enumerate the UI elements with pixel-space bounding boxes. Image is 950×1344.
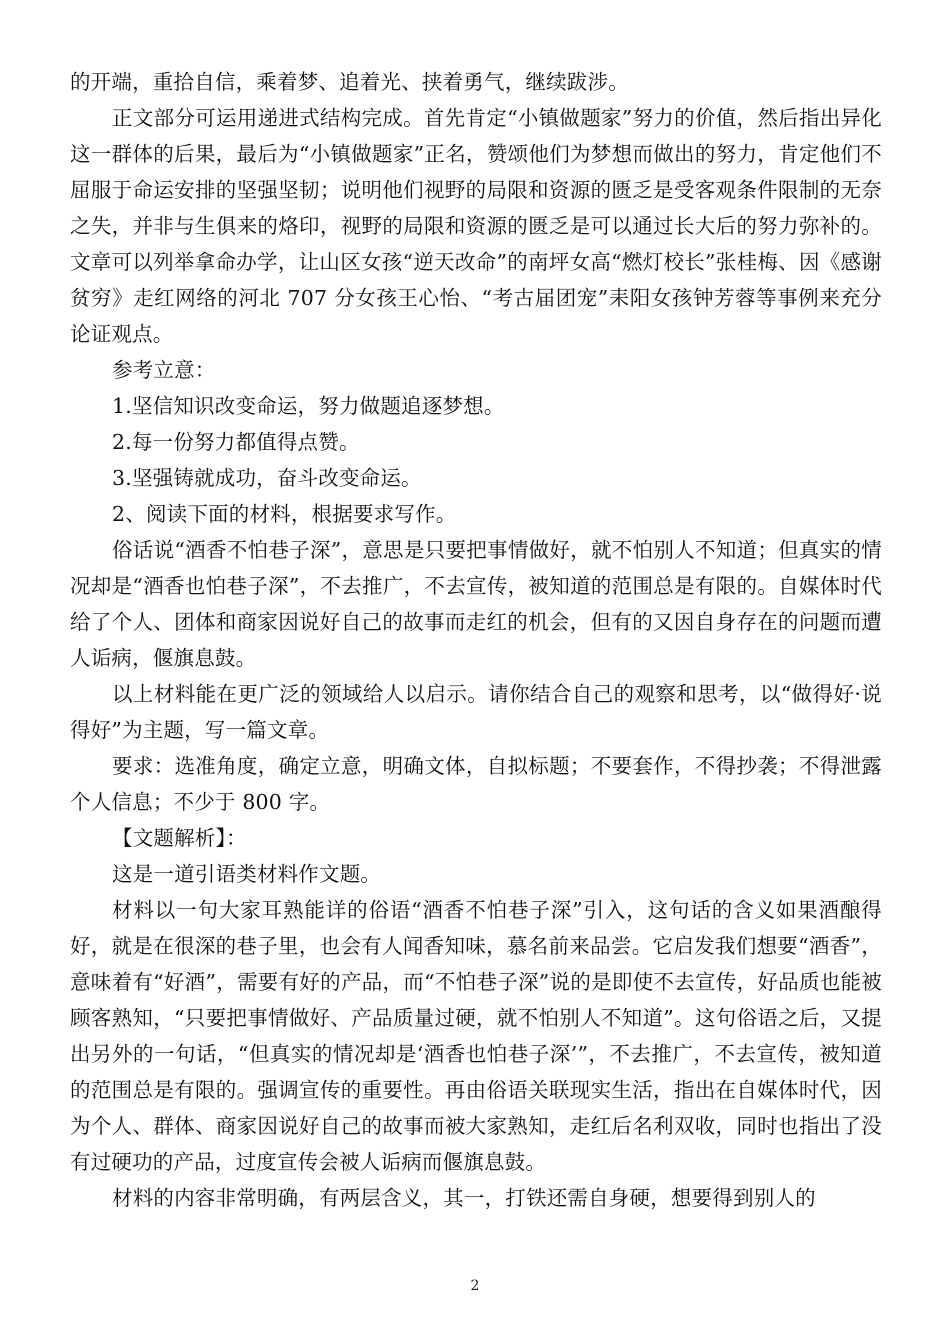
paragraph-reference-item-2: 2.每一份努力都值得点赞。 (112, 430, 360, 454)
paragraph-continuation: 的开端，重拾自信，乘着梦、追着光、挟着勇气，继续跋涉。 (70, 70, 629, 94)
paragraph-analysis-type: 这是一道引语类材料作文题。 (112, 862, 382, 886)
paragraph-analysis-continued: 材料的内容非常明确，有两层含义，其一，打铁还需自身硬，想要得到别人的 (112, 1186, 816, 1210)
paragraph-question-2-heading: 2、阅读下面的材料，根据要求写作。 (112, 502, 457, 526)
page-number: 2 (470, 1278, 480, 1294)
paragraph-analysis-body: 材料以一句大家耳熟能详的俗语“酒香不怕巷子深”引入，这句话的含义如果酒酿得好，就是在很深的巷子里，也会有人闻香知味，慕名前来品尝。它启发我们想要“酒香”，意味着有“好酒”，需要有好的产品，而“不怕巷子深”说的是即使不去宣传，好品质也能被顾客熟知，“只要把事情做好、产品质量过硬，就不怕别人不知道”。这句俗语之后，又提出另外的一句话，“但真实的情况却是‘酒香也怕巷子深’”，不去推广，不去宣传，被知道的范围总是有限的。强调宣传的重要性。再由俗语关联现实生活，指出在自媒体时代，因为个人、群体、商家因说好自己的故事而被大家熟知，走红后名利双收，同时也指出了没有过硬功的产品，过度宣传会被人诟病而偃旗息鼓。 (70, 898, 882, 1174)
paragraph-analysis-heading: 【文题解析】： (112, 826, 247, 850)
paragraph-reference-heading: 参考立意： (112, 358, 216, 382)
document-body (70, 64, 882, 1216)
paragraph-reference-item-3: 3.坚强铸就成功，奋斗改变命运。 (112, 466, 422, 490)
paragraph-prompt: 以上材料能在更广泛的领域给人以启示。请你结合自己的观察和思考，以“做得好·说得好”为主题，写一篇文章。 (70, 682, 882, 742)
paragraph-structure-advice: 正文部分可运用递进式结构完成。首先肯定“小镇做题家”努力的价值，然后指出异化这一群体的后果，最后为“小镇做题家”正名，赞颂他们为梦想而做出的努力，肯定他们不屈服于命运安排的坚强坚韧；说明他们视野的局限和资源的匮乏是受客观条件限制的无奈之失，并非与生俱来的烙印，视野的局限和资源的匮乏是可以通过长大后的努力弥补的。文章可以列举拿命办学，让山区女孩“逆天改命”的南坪女高“燃灯校长”张桂梅、因《感谢贫穷》走红网络的河北 707 分女孩王心怡、“考古届团宠”耒阳女孩钟芳蓉等事例来充分论证观点。 (70, 106, 882, 346)
paragraph-requirements: 要求：选准角度，确定立意，明确文体，自拟标题；不要套作，不得抄袭；不得泄露个人信息；不少于 800 字。 (70, 754, 882, 814)
paragraph-material: 俗话说“酒香不怕巷子深”，意思是只要把事情做好，就不怕别人不知道；但真实的情况却是“酒香也怕巷子深”，不去推广，不去宣传，被知道的范围总是有限的。自媒体时代给了个人、团体和商家因说好自己的故事而走红的机会，但有的又因自身存在的问题而遭人诟病，偃旗息鼓。 (70, 538, 882, 670)
paragraph-reference-item-1: 1.坚信知识改变命运，努力做题追逐梦想。 (112, 394, 505, 418)
